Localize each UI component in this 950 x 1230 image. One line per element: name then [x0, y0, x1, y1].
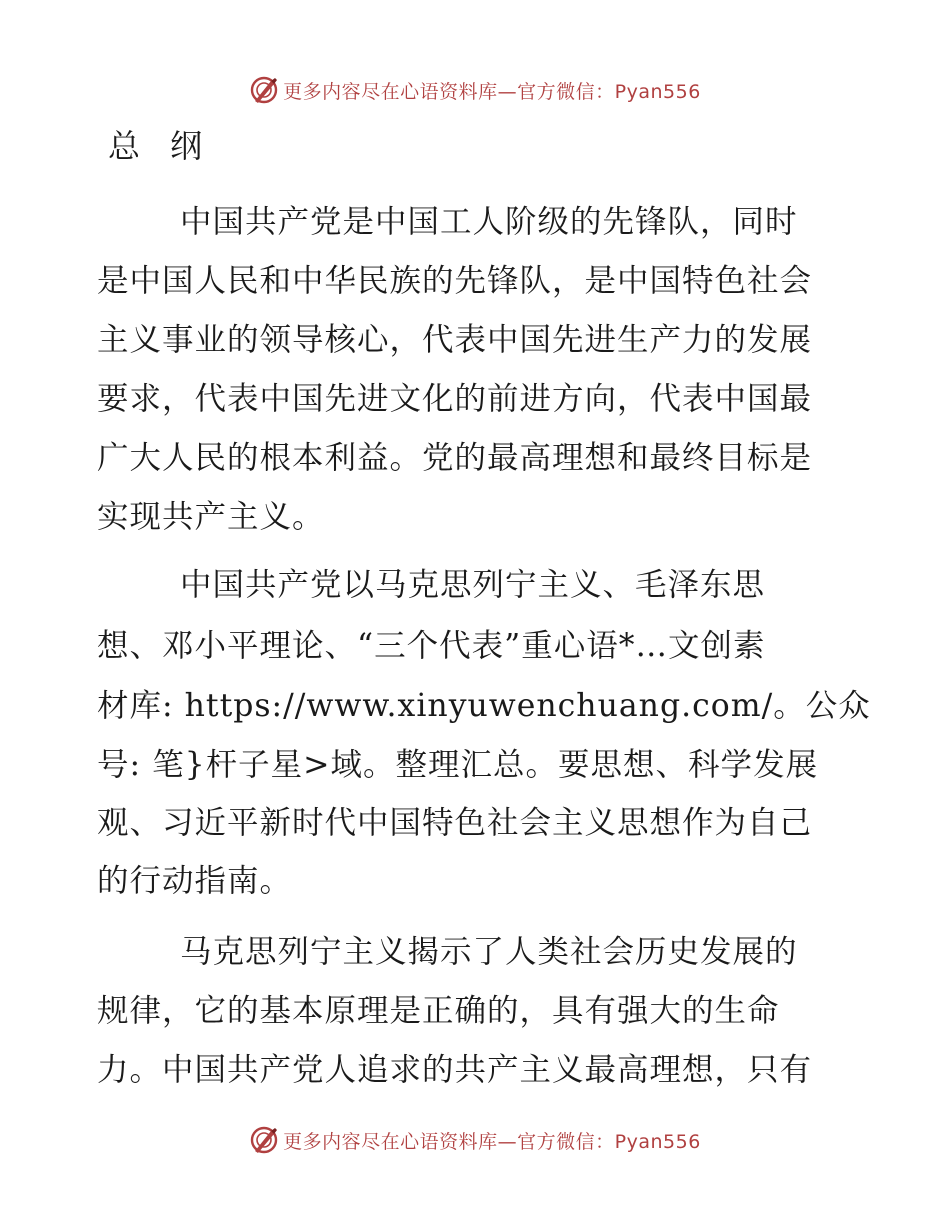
paragraph-2-line-2: 想、邓小平理论、“三个代表”重心语*…文创素 [97, 628, 766, 664]
paragraph-2-line-4: 号: 笔}杆子星>域。整理汇总。要思想、科学发展 [97, 747, 819, 783]
pen-logo-icon [249, 1125, 279, 1155]
paragraph-3-line-1: 马克思列宁主义揭示了人类社会历史发展的 [180, 934, 798, 970]
watermark-text: 更多内容尽在心语资料库—官方微信：Pyan556 [283, 80, 701, 103]
paragraph-2-line-1: 中国共产党以马克思列宁主义、毛泽东思 [180, 567, 766, 603]
paragraph-3-line-2: 规律，它的基本原理是正确的，具有强大的生命 [97, 993, 780, 1029]
paragraph-2-line-3: 材库: https://www.xinyuwenchuang.com/。公众 [97, 688, 871, 724]
paragraph-1-line-4: 要求，代表中国先进文化的前进方向，代表中国最 [97, 381, 813, 417]
bottom-watermark-banner [0, 1120, 950, 1160]
paragraph-2-line-5: 观、习近平新时代中国特色社会主义思想作为自己 [97, 805, 813, 841]
section-heading: 总 纲 [108, 127, 213, 165]
paragraph-1-line-2: 是中国人民和中华民族的先锋队，是中国特色社会 [97, 263, 813, 299]
pen-logo-icon [249, 75, 279, 105]
top-watermark-banner [0, 70, 950, 110]
paragraph-1-line-5: 广大人民的根本利益。党的最高理想和最终目标是 [97, 440, 813, 476]
paragraph-2-line-6: 的行动指南。 [97, 863, 293, 899]
paragraph-1-line-1: 中国共产党是中国工人阶级的先锋队，同时 [180, 204, 798, 240]
paragraph-1-line-3: 主义事业的领导核心，代表中国先进生产力的发展 [97, 322, 813, 358]
watermark-text: 更多内容尽在心语资料库—官方微信：Pyan556 [283, 1130, 701, 1153]
paragraph-1-line-6: 实现共产主义。 [97, 499, 325, 535]
paragraph-3-line-3: 力。中国共产党人追求的共产主义最高理想，只有 [97, 1052, 813, 1088]
